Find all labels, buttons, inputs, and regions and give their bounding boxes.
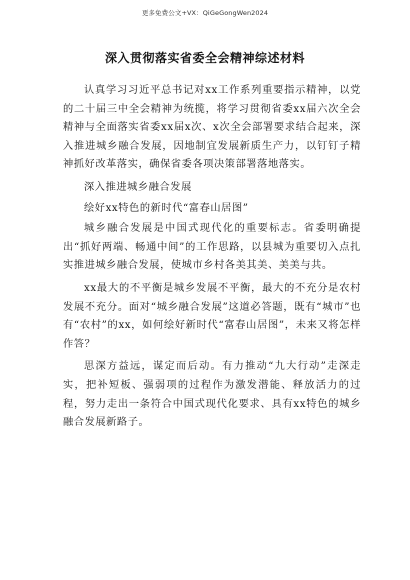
body-paragraph-2: xx最大的不平衡是城乡发展不平衡，最大的不充分是农村发展不充分。面对“城乡融合发展”这道必答题，既有“城市”也有“农村”的xx，如何绘好新时代“富春山居图”，未来又将怎样作答？ xyxy=(63,282,361,350)
header-promo-text: 更多免费公文+VX：QiGeGongWen2024 xyxy=(141,9,269,17)
section-heading: 深入推进城乡融合发展 xyxy=(84,181,192,193)
body-paragraph-3: 思深方益远，谋定而后动。有力推动“九大行动”走深走实，把补短板、强弱项的过程作为激发潜能、释放活力的过程，努力走出一条符合中国式现代化要求、具有xx特色的城乡融合发展新路子。 xyxy=(63,361,361,429)
body-paragraph-1: 城乡融合发展是中国式现代化的重要标志。省委明确提出“抓好两端、畅通中间”的工作思路，以县城为重要切入点扎实推进城乡融合发展，使城市乡村各美其美、美美与共。 xyxy=(63,223,361,272)
intro-paragraph: 认真学习习近平总书记对xx工作系列重要指示精神，以党的二十届三中全会精神为统揽，将学习贯彻省委xx届六次全会精神与全面落实省委xx届x次、x次全会部署要求结合起来，深入推进城乡融合发展，因地制宜发展新质生产力，以钉钉子精神抓好改革落实，确保省委各项决策部署落地落实。 xyxy=(63,85,361,171)
document-title: 深入贯彻落实省委全会精神综述材料 xyxy=(104,51,305,65)
document-body xyxy=(63,82,361,437)
section-subheading: 绘好xx特色的新时代“富春山居图” xyxy=(84,202,249,214)
